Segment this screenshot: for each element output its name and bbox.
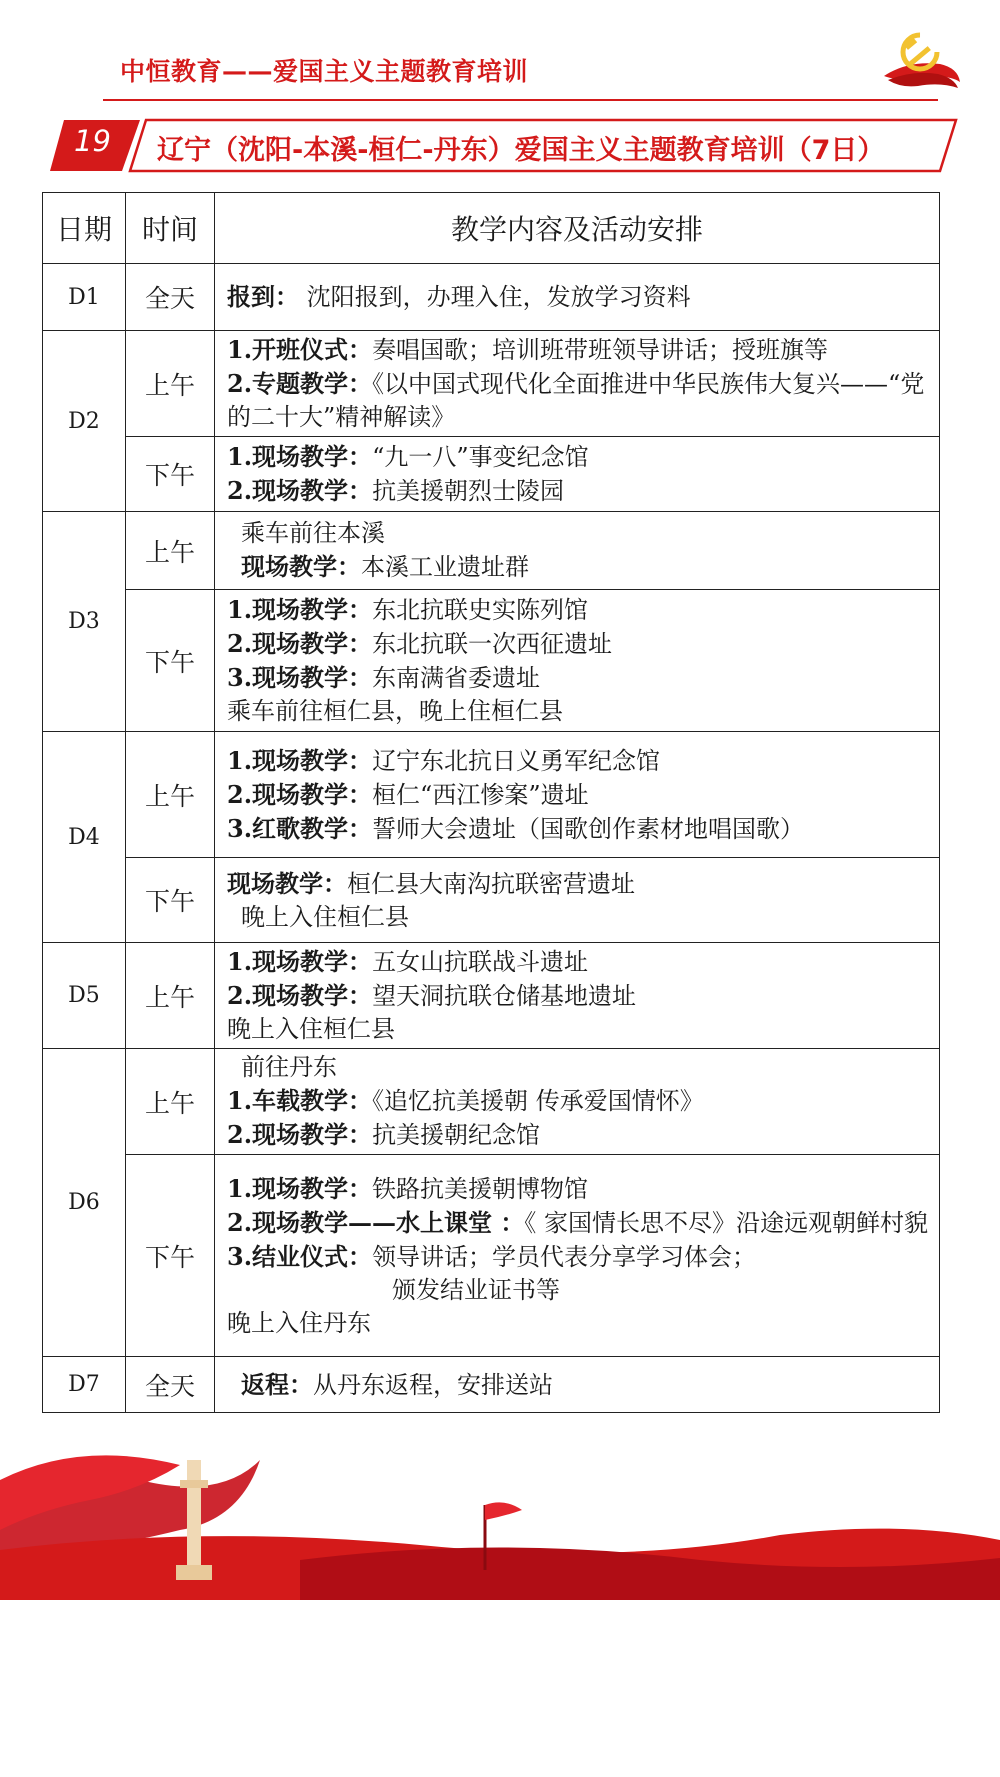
table-row	[43, 512, 940, 590]
table-row	[43, 1049, 940, 1155]
item-text: 桓仁“西江惨案”遗址	[372, 780, 589, 809]
table-row	[43, 264, 940, 331]
item-text: 乘车前往桓仁县，晚上住桓仁县	[227, 697, 563, 725]
table-row	[43, 331, 940, 437]
item-label: 现场教学：	[227, 868, 347, 898]
content-cell	[215, 590, 940, 732]
day-cell: D1	[43, 264, 126, 331]
table-row	[43, 1357, 940, 1413]
item-label: 2.现场教学：	[227, 1120, 373, 1149]
table-row	[43, 1155, 940, 1357]
content-cell	[215, 858, 940, 943]
item-label: 2.现场教学：	[227, 779, 373, 809]
table-row	[43, 858, 940, 943]
time-cell: 下午	[126, 1155, 215, 1357]
item-label: 2.现场教学：	[227, 476, 373, 505]
day-cell: D4	[43, 732, 126, 943]
item-text: 晚上入住桓仁县	[227, 1015, 395, 1043]
time-cell: 下午	[126, 437, 215, 512]
item-label: 1.现场教学：	[227, 595, 373, 624]
time-cell: 上午	[126, 1049, 215, 1155]
schedule-table	[42, 192, 940, 1413]
item-text: 望天洞抗联仓储基地遗址	[372, 982, 637, 1010]
item-text: 桓仁县大南沟抗联密营遗址	[347, 869, 635, 898]
section-number: 19	[74, 124, 111, 158]
item-label: 3.结业仪式：	[227, 1241, 373, 1271]
item-text: 《以中国式现代化全面推进中华民族伟大复兴——“党的二十大”精神解读》	[227, 370, 925, 431]
item-label: 3.红歌教学：	[227, 813, 373, 843]
item-text: 前往丹东	[241, 1053, 337, 1081]
item-label: 2.现场教学——水上课堂 ：	[227, 1207, 525, 1237]
header-date: 日期	[43, 193, 126, 264]
content-cell	[215, 1155, 940, 1357]
content-cell	[215, 943, 940, 1049]
item-label: 3.现场教学：	[227, 663, 373, 692]
item-text: 东北抗联一次西征遗址	[372, 630, 613, 658]
time-cell: 上午	[126, 943, 215, 1049]
item-text: 东北抗联史实陈列馆	[372, 596, 589, 624]
item-text: 五女山抗联战斗遗址	[372, 948, 589, 976]
party-emblem-icon	[878, 30, 962, 96]
item-text: 领导讲话；学员代表分享学习体会；	[372, 1242, 757, 1271]
content-cell	[215, 331, 940, 437]
item-label: 1.现场教学：	[227, 1173, 373, 1203]
item-text: 从丹东返程，安排送站	[313, 1370, 553, 1399]
table-row	[43, 943, 940, 1049]
item-text: 东南满省委遗址	[372, 664, 541, 692]
item-label: 1.现场教学：	[227, 442, 373, 471]
content-cell	[215, 264, 940, 331]
item-text: 辽宁东北抗日义勇军纪念馆	[372, 746, 661, 775]
time-cell: 上午	[126, 512, 215, 590]
table-row	[43, 590, 940, 732]
content-cell	[215, 437, 940, 512]
item-label: 现场教学：	[241, 552, 361, 581]
item-text: 本溪工业遗址群	[361, 553, 529, 581]
item-text: 《 家国情长思不尽》沿途远观朝鲜村貌	[524, 1208, 929, 1237]
time-cell: 下午	[126, 590, 215, 732]
header-time: 时间	[126, 193, 215, 264]
item-text: 抗美援朝纪念馆	[372, 1121, 541, 1149]
item-label: 1.开班仪式：	[227, 335, 373, 364]
day-cell: D5	[43, 943, 126, 1049]
time-cell: 上午	[126, 331, 215, 437]
item-text: 铁路抗美援朝博物馆	[372, 1174, 589, 1203]
item-text: 晚上入住丹东	[227, 1308, 371, 1337]
brand-title: 中恒教育——爱国主义主题教育培训	[120, 57, 529, 86]
item-text: 抗美援朝烈士陵园	[372, 477, 565, 505]
day-cell: D2	[43, 331, 126, 512]
content-cell	[215, 1049, 940, 1155]
content-cell	[215, 732, 940, 858]
day-cell: D3	[43, 512, 126, 732]
item-text: 沈阳报到，办理入住，发放学习资料	[299, 283, 691, 311]
time-cell: 全天	[126, 264, 215, 331]
footer-decoration	[0, 1440, 1000, 1600]
content-cell	[215, 1357, 940, 1413]
item-label: 2.现场教学：	[227, 629, 373, 658]
header-content: 教学内容及活动安排	[215, 193, 940, 264]
page-title: 辽宁（沈阳-本溪-桓仁-丹东）爱国主义主题教育培训（7日）	[157, 135, 885, 166]
item-text: 奏唱国歌；培训班带班领导讲话；授班旗等	[372, 336, 829, 364]
item-label: 1.现场教学：	[227, 745, 373, 775]
time-cell: 全天	[126, 1357, 215, 1413]
item-text: 颁发结业证书等	[392, 1275, 560, 1304]
table-row	[43, 732, 940, 858]
header-divider	[103, 99, 938, 101]
item-label: 报到：	[227, 282, 299, 311]
item-label: 1.现场教学：	[227, 947, 373, 976]
item-text: 《追忆抗美援朝 传承爱国情怀》	[372, 1087, 704, 1115]
item-text: “九一八”事变纪念馆	[372, 443, 589, 471]
content-cell	[215, 512, 940, 590]
item-label: 返程：	[241, 1369, 313, 1399]
day-cell: D6	[43, 1049, 126, 1357]
time-cell: 上午	[126, 732, 215, 858]
item-text: 誓师大会遗址（国歌创作素材地唱国歌）	[372, 814, 805, 843]
item-text: 晚上入住桓仁县	[241, 902, 409, 931]
table-row	[43, 437, 940, 512]
item-label: 2.现场教学：	[227, 981, 373, 1010]
table-header-row	[43, 193, 940, 264]
item-label: 1.车载教学：	[227, 1086, 373, 1115]
item-label: 2.专题教学：	[227, 369, 373, 398]
day-cell: D7	[43, 1357, 126, 1413]
item-text: 乘车前往本溪	[241, 519, 385, 547]
time-cell: 下午	[126, 858, 215, 943]
